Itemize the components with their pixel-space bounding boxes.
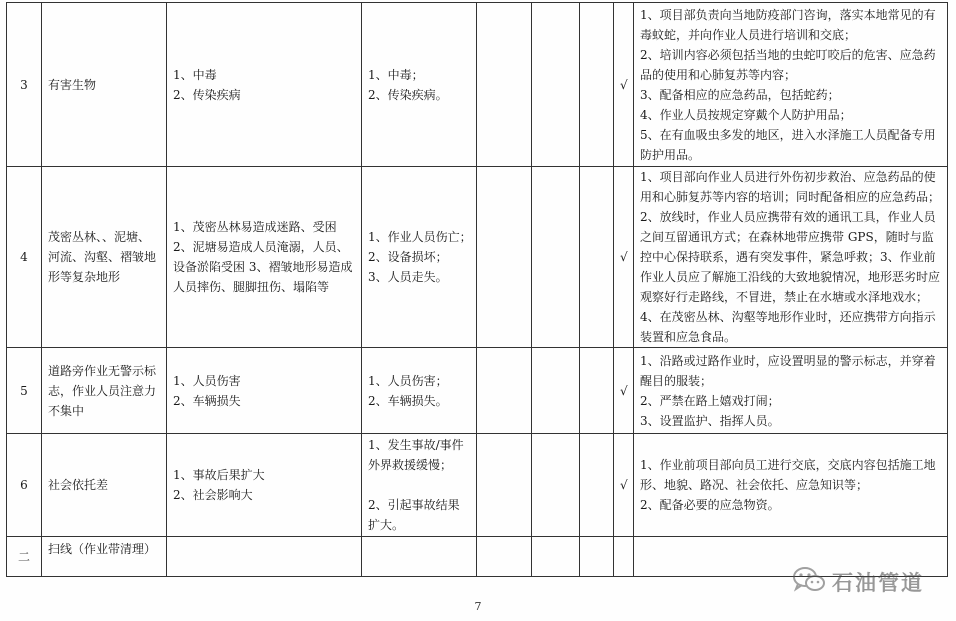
row-number: 5 bbox=[7, 348, 42, 434]
measures-cell: 1、项目部负责向当地防疫部门咨询，落实本地常见的有毒蚊蛇，并向作业人员进行培训和交底； 2、培训内容必须包括当地的虫蛇叮咬后的危害、应急药品的使用和心肺复苏等内容； 3、配备相应的应急药品，包括蛇药； 4、作业人员按规定穿戴个人防护用品； 5、在有血吸虫多发的地区，进入水泽施工人员配备专用防护用品。 bbox=[634, 3, 948, 167]
check-mark: √ bbox=[614, 434, 634, 537]
consequence-cell: 1、事故后果扩大 2、社会影响大 bbox=[167, 434, 362, 537]
consequence-cell: 1、中毒 2、传染疾病 bbox=[167, 3, 362, 167]
effect-cell: 1、作业人员伤亡； 2、设备损坏； 3、人员走失。 bbox=[362, 167, 477, 348]
measures-cell: 1、沿路或过路作业时，应设置明显的警示标志，并穿着醒目的服装； 2、严禁在路上嬉戏打闹； 3、设置监护、指挥人员。 bbox=[634, 348, 948, 434]
check-mark: √ bbox=[614, 167, 634, 348]
row-number: 6 bbox=[7, 434, 42, 537]
hazard-cell: 茂密丛林、、泥塘、河流、沟壑、褶皱地形等复杂地形 bbox=[42, 167, 167, 348]
empty-cell bbox=[167, 537, 362, 577]
row-number: 3 bbox=[7, 3, 42, 167]
check-mark: √ bbox=[614, 3, 634, 167]
empty-cell bbox=[477, 537, 532, 577]
empty-cell bbox=[477, 434, 532, 537]
empty-cell bbox=[477, 348, 532, 434]
empty-cell bbox=[532, 348, 580, 434]
empty-cell bbox=[580, 3, 614, 167]
row-number: 4 bbox=[7, 167, 42, 348]
section-title: 扫线（作业带清理） bbox=[42, 537, 167, 577]
wechat-icon bbox=[792, 566, 826, 598]
empty-cell bbox=[580, 434, 614, 537]
empty-cell bbox=[532, 167, 580, 348]
empty-cell bbox=[580, 348, 614, 434]
table-row bbox=[7, 434, 948, 537]
table-row bbox=[7, 167, 948, 348]
empty-cell bbox=[532, 537, 580, 577]
hazard-cell: 社会依托差 bbox=[42, 434, 167, 537]
hazard-cell: 道路旁作业无警示标志，作业人员注意力不集中 bbox=[42, 348, 167, 434]
table-row bbox=[7, 3, 948, 167]
page-number: 7 bbox=[474, 600, 482, 613]
empty-cell bbox=[477, 167, 532, 348]
watermark-text: 石油管道 bbox=[832, 571, 924, 595]
effect-cell: 1、中毒； 2、传染疾病。 bbox=[362, 3, 477, 167]
empty-cell bbox=[580, 167, 614, 348]
consequence-cell: 1、人员伤害 2、车辆损失 bbox=[167, 348, 362, 434]
empty-cell bbox=[614, 537, 634, 577]
empty-cell bbox=[532, 434, 580, 537]
empty-cell bbox=[362, 537, 477, 577]
measures-cell: 1、作业前项目部向员工进行交底，交底内容包括施工地形、地貌、路况、社会依托、应急知识等； 2、配备必要的应急物资。 bbox=[634, 434, 948, 537]
table-row bbox=[7, 348, 948, 434]
empty-cell bbox=[580, 537, 614, 577]
empty-cell bbox=[532, 3, 580, 167]
effect-cell: 1、人员伤害； 2、车辆损失。 bbox=[362, 348, 477, 434]
hazard-cell: 有害生物 bbox=[42, 3, 167, 167]
empty-cell bbox=[477, 3, 532, 167]
section-number: 二 bbox=[7, 537, 42, 577]
effect-cell: 1、发生事故/事件外界救援缓慢； 2、引起事故结果扩大。 bbox=[362, 434, 477, 537]
measures-cell: 1、项目部向作业人员进行外伤初步救治、应急药品的使用和心肺复苏等内容的培训；同时配备相应的应急药品；2、放线时，作业人员应携带有效的通讯工具，作业人员之间互留通讯方式；在森林地带应携带 GPS，随时与监控中心保持联系，遇有突发事件，紧急呼救；3、作业前作业人员应了解施工沿线的大致地貌情况，地形恶劣时应观察好行走路线，不冒进，禁止在水塘或水泽地戏水；4、在茂密丛林、沟壑等地形作业时，还应携带方向指示装置和应急食品。 bbox=[634, 167, 948, 348]
consequence-cell: 1、茂密丛林易造成迷路、受困 2、泥塘易造成人员淹溺，人员、设备淤陷受困 3、褶皱地形易造成人员摔伤、腿脚扭伤、塌陷等 bbox=[167, 167, 362, 348]
risk-table bbox=[6, 2, 948, 577]
watermark bbox=[792, 566, 924, 598]
check-mark: √ bbox=[614, 348, 634, 434]
